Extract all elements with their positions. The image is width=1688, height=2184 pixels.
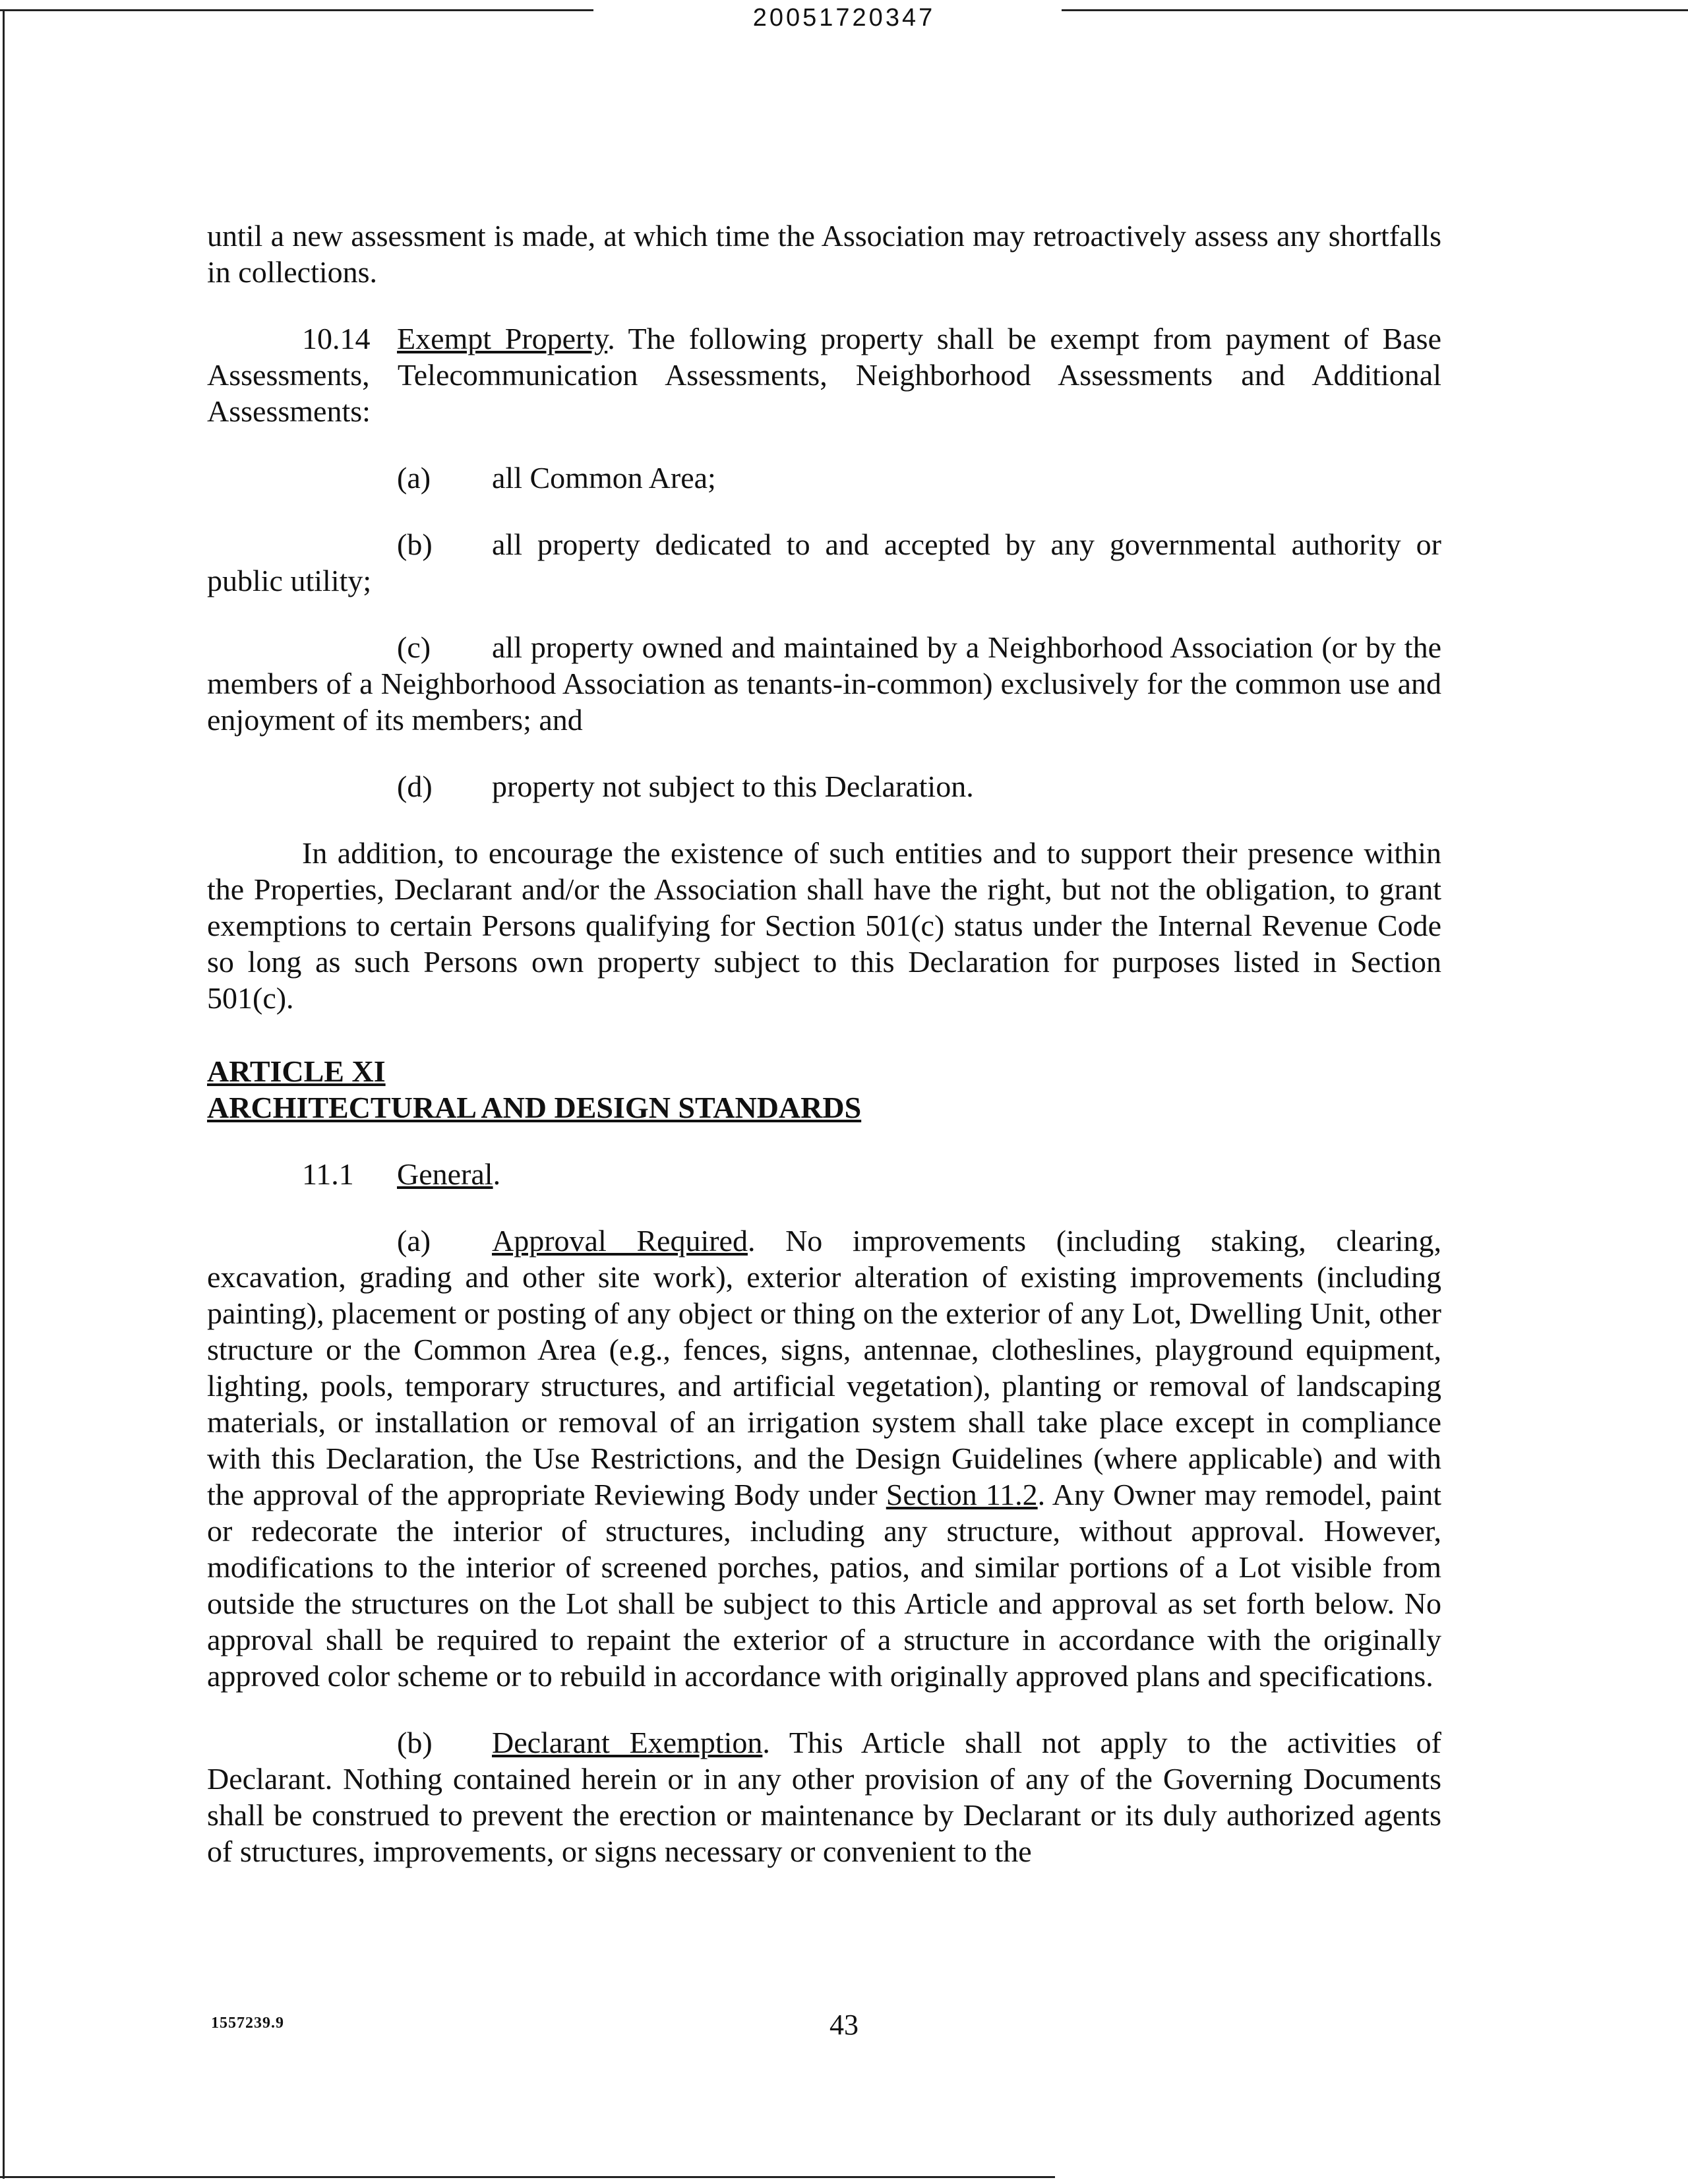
list-label: (d): [397, 770, 433, 803]
list-item-d: [207, 768, 1441, 804]
section-title: General: [397, 1157, 493, 1191]
list-text: all Common Area;: [492, 461, 716, 495]
footer-document-id: 1557239.9: [211, 2015, 284, 2032]
list-label: (a): [397, 461, 431, 495]
subsection-label: (a): [397, 1224, 431, 1258]
list-item-c: [207, 629, 1441, 738]
section-11-1: [207, 1156, 1441, 1192]
recording-number: 20051720347: [752, 4, 936, 32]
addition-paragraph: In addition, to encourage the existence of such entities and to support their presence within the Properties, Declarant and/or the Association shall have the right, but not the obligation, to grant exemptions to certain Persons qualifying for Section 501(c) status under the Internal Revenue Code so long as such Persons own property subject to this Declaration for purposes listed in Section 501(c).: [207, 836, 1441, 1015]
list-item-b: [207, 526, 1441, 599]
bottom-border-line: [0, 2176, 1055, 2178]
document-body: [207, 218, 1441, 1869]
subsection-text-cont: . Any Owner may remodel, paint or redecorate the interior of structures, including any structure, without approval. However, modifications to the interior of screened porches, patios, and similar portions of a Lot visible from outside the structures on the Lot shall be subject to this Article and approval as set forth below. No approval shall be required to repaint the exterior of a structure in accordance with the originally approved color scheme or to rebuild in accordance with originally approved plans and specifications.: [207, 1478, 1441, 1693]
section-title: Exempt Property: [397, 322, 608, 355]
subsection-title: Approval Required: [492, 1224, 748, 1258]
list-label: (b): [397, 528, 433, 561]
section-reference-link: Section 11.2: [886, 1478, 1038, 1511]
section-10-14: [207, 320, 1441, 429]
subsection-label: (b): [397, 1726, 433, 1759]
subsection-11-1-a: [207, 1223, 1441, 1694]
list-text: property not subject to this Declaration.: [492, 770, 974, 803]
section-number: 10.14: [302, 322, 371, 355]
list-label: (c): [397, 630, 431, 664]
subsection-title: Declarant Exemption: [492, 1726, 763, 1759]
subsection-text: . No improvements (including staking, clearing, excavation, grading and other site work), exterior alteration of existing improvements (including painting), placement or posting of any object or thing on the exterior of any Lot, Dwelling Unit, other structure or the Common Area (e.g., fences, signs, antennae, clotheslines, playground equipment, lighting, pools, temporary structures, and artificial vegetation), planting or removal of landscaping materials, or installation or removal of an irrigation system shall take place except in compliance with this Declaration, the Use Restrictions, and the Design Guidelines (where applicable) and with the approval of the appropriate Reviewing Body under: [207, 1224, 1441, 1511]
article-title: ARTICLE XI: [207, 1054, 386, 1088]
list-text: all property dedicated to and accepted by any governmental authority or public utility;: [207, 528, 1441, 597]
subsection-11-1-b: [207, 1724, 1441, 1869]
page-number: 43: [829, 2009, 859, 2041]
continuation-paragraph: until a new assessment is made, at which time the Association may retroactively assess any shortfalls in collections.: [207, 219, 1441, 289]
section-suffix: .: [493, 1157, 501, 1191]
list-item-a: [207, 460, 1441, 496]
subsection-text: . This Article shall not apply to the activities of Declarant. Nothing contained herein or in any other provision of any of the Governing Documents shall be construed to prevent the erection or maintenance by Declarant or its duly authorized agents of structures, improvements, or signs necessary or convenient to the: [207, 1726, 1441, 1868]
section-number: 11.1: [302, 1157, 354, 1191]
section-text: . The following property shall be exempt from payment of Base Assessments, Telecommunication Assessments, Neighborhood Assessments and Additional Assessments:: [207, 322, 1441, 428]
article-subtitle: ARCHITECTURAL AND DESIGN STANDARDS: [207, 1091, 862, 1124]
left-border-line: [3, 9, 5, 2179]
list-text: all property owned and maintained by a Neighborhood Association (or by the members of a Neighborhood Association as tenants-in-common) exclusively for the common use and enjoyment of its members; and: [207, 630, 1441, 737]
